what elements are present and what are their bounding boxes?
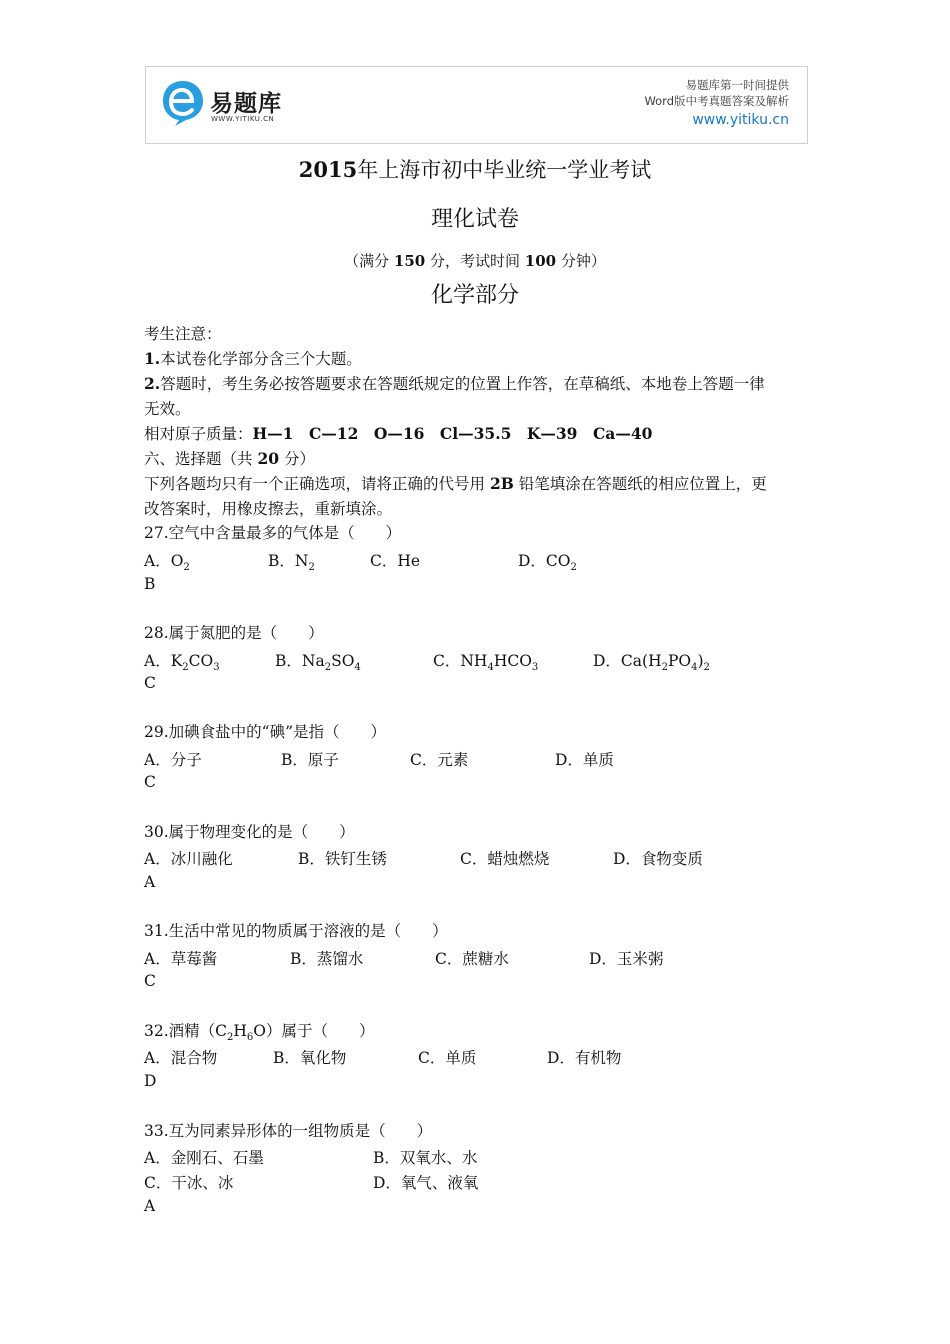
option-a: A．草莓酱 (144, 950, 218, 968)
answer: B (144, 575, 156, 593)
option-a: A．分子 (144, 751, 202, 769)
answer: A (144, 873, 156, 891)
part-desc-2: 改答案时，用橡皮擦去，重新填涂。 (144, 500, 393, 518)
option-d: D．玉米粥 (589, 950, 664, 968)
option-c: C．蜡烛燃烧 (460, 850, 550, 868)
option-a: A．混合物 (144, 1049, 218, 1067)
question-stem: 32.酒精$(C_2H_6O)$属于（ ） (144, 1022, 375, 1043)
item2-text: 答题时，考生务必按答题要求在答题纸规定的位置上作答，在草稿纸、本地卷上答题一律 (160, 375, 765, 393)
question-stem: 28.属于氮肥的是（ ） (144, 624, 324, 642)
site-link[interactable]: www.yitiku.cn (692, 112, 789, 128)
exam-title-text: 年上海市初中毕业统一学业考试 (357, 158, 652, 182)
option-a: A．$K_2CO_3$ (144, 652, 220, 673)
question-stem: 33.互为同素异形体的一组物质是（ ） (144, 1122, 433, 1140)
question-stem: 27.空气中含量最多的气体是（ ） (144, 524, 402, 542)
atomic-values: H—1 C—12 O—16 Cl—35.5 K—39 Ca—40 (252, 424, 653, 443)
option-d: D．有机物 (547, 1049, 622, 1067)
atomic-label: 相对原子质量： (144, 425, 253, 443)
option-c: C．元素 (410, 751, 469, 769)
option-d: D．$Ca(H_2PO_4)_2$ (593, 652, 710, 673)
option-row (144, 847, 824, 869)
note-open: （满分 (344, 252, 390, 270)
atomic-masses (144, 424, 652, 444)
option-c: C．He (370, 552, 421, 570)
option-c: C．干冰、冰 (144, 1174, 234, 1192)
instruction-item-2-cont: 无效。 (144, 400, 191, 418)
part-desc-1 (144, 474, 767, 494)
stem-post: O）属于（ ） (253, 1022, 375, 1040)
note-time: 100 (524, 252, 557, 270)
instruction-item-2 (144, 374, 765, 394)
option-b: B．氧化物 (273, 1049, 347, 1067)
answer: C (144, 773, 156, 791)
section-heading: 化学部分 (430, 283, 519, 308)
question-stem: 29.加碘食盐中的“碘”是指（ ） (144, 723, 386, 741)
option-d: D．$CO_2$ (518, 552, 577, 573)
note-mid: 分，考试时间 (429, 252, 520, 270)
answer: C (144, 972, 156, 990)
item1-text: 本试卷化学部分含三个大题。 (160, 350, 362, 368)
note-score: 150 (393, 252, 426, 270)
option-a: A．金刚石、石墨 (144, 1149, 264, 1167)
desc-pre: 下列各题均只有一个正确选项，请将正确的代号用 (144, 475, 486, 493)
part-heading-post: 分） (283, 450, 315, 468)
desc-bold: 2B (489, 474, 514, 493)
option-d: D．食物变质 (613, 850, 703, 868)
banner-tagline (644, 77, 789, 131)
logo-url: WWW.YITIKU.CN (211, 115, 275, 123)
exam-subtitle: 理化试卷 (430, 207, 519, 232)
exam-year: 2015 (298, 157, 358, 182)
note-close: 分钟） (560, 252, 606, 270)
option-b: B．铁钉生锈 (298, 850, 387, 868)
option-row (144, 649, 824, 671)
logo-e-icon (160, 79, 206, 127)
question-stem: 30.属于物理变化的是（ ） (144, 823, 355, 841)
logo-name: 易题库 (210, 91, 282, 117)
option-b: B．蒸馏水 (290, 950, 364, 968)
option-b: B．原子 (281, 751, 339, 769)
answer: A (144, 1197, 156, 1215)
exam-note (0, 250, 950, 271)
tagline-line1: 易题库第一时间提供 (685, 78, 789, 92)
answer: D (144, 1072, 157, 1090)
option-row (144, 1146, 824, 1168)
option-b: B．$Na_2SO_4$ (275, 652, 361, 673)
option-c: C．单质 (418, 1049, 477, 1067)
option-a: A．冰川融化 (144, 850, 233, 868)
item2-num: 2. (144, 374, 161, 393)
answer: C (144, 674, 156, 692)
option-b: B．$N_2$ (268, 552, 315, 573)
option-row (144, 1171, 824, 1193)
site-banner (145, 66, 808, 144)
option-row (144, 748, 824, 770)
item1-num: 1. (144, 349, 161, 368)
instruction-item-1 (144, 349, 362, 369)
part-heading (144, 449, 315, 469)
option-a: A．$O_2$ (144, 552, 190, 573)
part-heading-pre: 六、选择题（共 (144, 450, 253, 468)
tagline-line2: Word版中考真题答案及解析 (644, 94, 789, 108)
option-d: D．氧气、液氧 (373, 1174, 479, 1192)
exam-title (0, 154, 950, 184)
option-row (144, 947, 824, 969)
option-b: B．双氧水、水 (373, 1149, 478, 1167)
instructions-heading: 考生注意： (144, 325, 222, 343)
site-logo[interactable] (160, 79, 310, 129)
option-d: D．单质 (555, 751, 614, 769)
desc-post: 铅笔填涂在答题纸的相应位置上，更 (518, 475, 767, 493)
option-row (144, 549, 824, 571)
question-stem: 31.生活中常见的物质属于溶液的是（ ） (144, 922, 448, 940)
option-row (144, 1046, 824, 1068)
option-c: C．蔗糖水 (435, 950, 509, 968)
stem-pre: 32.酒精（C (144, 1022, 228, 1040)
option-c: C．$NH_4HCO_3$ (433, 652, 539, 673)
part-score: 20 (257, 449, 280, 468)
